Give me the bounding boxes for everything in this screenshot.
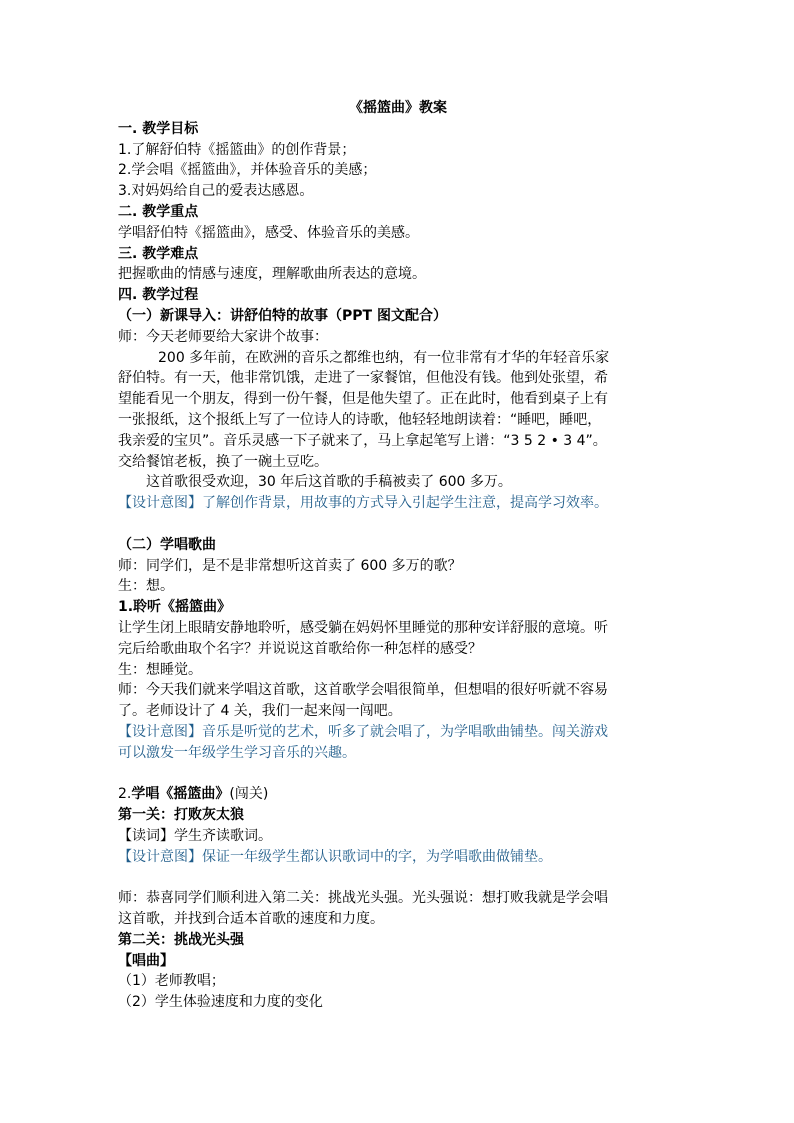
sing-heading-number: 2. [118, 786, 132, 803]
teacher-line: 了。老师设计了 4 关，我们一起来闯一闯吧。 [118, 703, 402, 720]
step-item: （1）老师教唱； [118, 973, 225, 990]
story-line: 舒伯特。有一天，他非常饥饿，走进了一家餐馆，但他没有钱。他到处张望，希 [118, 370, 608, 387]
step-item: （2）学生体验速度和力度的变化 [118, 994, 323, 1011]
student-answer: 生：想。 [118, 578, 174, 595]
sing-heading-suffix: (闯关) [229, 786, 269, 803]
teacher-question: 师：同学们，是不是非常想听这首卖了 600 多万的歌？ [118, 557, 462, 574]
document-page [118, 98, 678, 1013]
section-heading-difficulties: 三. 教学难点 [118, 245, 199, 262]
design-intent-2: 【设计意图】音乐是听觉的艺术，听多了就会唱了，为学唱歌曲铺垫。闯关游戏 [118, 723, 608, 740]
listen-line: 完后给歌曲取个名字？并说说这首歌给你一种怎样的感受？ [118, 640, 482, 657]
section-heading-goals: 一. 教学目标 [118, 120, 199, 137]
level1-heading: 第一关：打败灰太狼 [118, 807, 244, 824]
section-heading-process: 四. 教学过程 [118, 287, 199, 304]
story-line: 我亲爱的宝贝”。音乐灵感一下子就来了，马上拿起笔写上谱：“3 5 2 • 3 4”。 [118, 432, 607, 449]
listen-line: 让学生闭上眼睛安静地聆听，感受躺在妈妈怀里睡觉的那种安详舒服的意境。听 [118, 619, 608, 636]
story-line: 望能看见一个朋友，得到一份午餐，但是他失望了。正在此时，他看到桌子上有 [118, 391, 608, 408]
spacer [118, 867, 678, 888]
listen-heading: 1.聆听《摇篮曲》 [118, 599, 232, 616]
design-intent-3: 【设计意图】保证一年级学生都认识歌词中的字，为学唱歌曲做铺垫。 [118, 848, 552, 865]
part1-heading: （一）新课导入：讲舒伯特的故事（PPT 图文配合） [118, 307, 447, 324]
design-intent-2: 可以激发一年级学生学习音乐的兴趣。 [118, 744, 356, 761]
sing-heading [118, 784, 678, 805]
level2-heading: 第二关：挑战光头强 [118, 931, 244, 948]
teacher-intro: 师：今天老师要给大家讲个故事： [118, 328, 328, 345]
sing-label: 【唱曲】 [118, 952, 174, 969]
story-end: 这首歌很受欢迎，30 年后这首歌的手稿被卖了 600 多万。 [146, 474, 512, 491]
spacer [118, 514, 678, 535]
story-line: 交给餐馆老板，换了一碗土豆吃。 [118, 453, 328, 470]
spacer [118, 764, 678, 785]
teacher-line: 这首歌，并找到合适本首歌的速度和力度。 [118, 911, 384, 928]
part2-heading: （二）学唱歌曲 [118, 536, 216, 553]
story-line: 200 多年前，在欧洲的音乐之都维也纳，有一位非常有才华的年轻音乐家 [158, 349, 610, 366]
student-answer: 生：想睡觉。 [118, 661, 202, 678]
difficulties-text: 把握歌曲的情感与速度，理解歌曲所表达的意境。 [118, 266, 426, 283]
design-intent-1: 【设计意图】了解创作背景，用故事的方式导入引起学生注意，提高学习效率。 [118, 495, 608, 512]
key-points-text: 学唱舒伯特《摇篮曲》，感受、体验音乐的美感。 [118, 224, 419, 241]
section-heading-key-points: 二. 教学重点 [118, 203, 199, 220]
page-title: 《摇篮曲》教案 [349, 100, 447, 116]
goal-item: 2.学会唱《摇篮曲》，并体验音乐的美感； [118, 162, 377, 179]
teacher-line: 师：今天我们就来学唱这首歌，这首歌学会唱很简单，但想唱的很好听就不容易 [118, 682, 608, 699]
teacher-line: 师：恭喜同学们顺利进入第二关：挑战光头强。光头强说：想打败我就是学会唱 [118, 890, 608, 907]
goal-item: 3.对妈妈给自己的爱表达感恩。 [118, 183, 314, 200]
goal-item: 1.了解舒伯特《摇篮曲》的创作背景； [118, 141, 356, 158]
sing-heading-title: 学唱《摇篮曲》 [131, 786, 230, 803]
story-line: 一张报纸，这个报纸上写了一位诗人的诗歌，他轻轻地朗读着：“睡吧，睡吧， [118, 411, 602, 428]
read-words: 【读词】学生齐读歌词。 [118, 827, 272, 844]
